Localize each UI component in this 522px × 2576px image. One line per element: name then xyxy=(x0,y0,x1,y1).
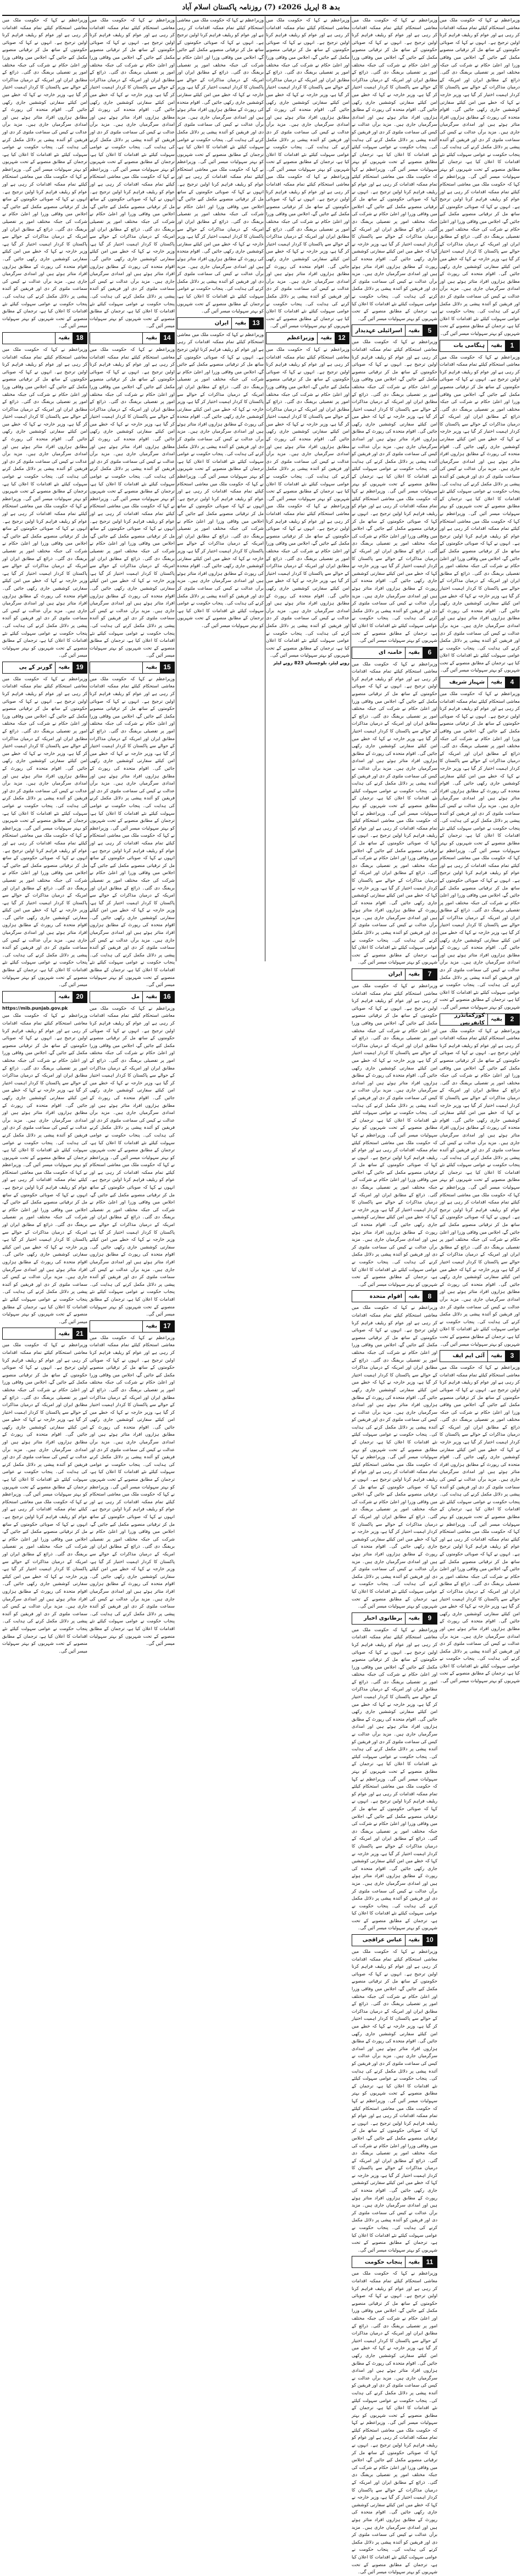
article-text: وزیراعظم نے کہا کہ حکومت ملک میں معاشی استحکام کیلئے تمام ممکنہ اقدامات کر رہی ہے اور عوام کو ریلیف فراہم کرنا اولین ترجیح ہے۔ انہوں نے کہا کہ صوبائی حکومتوں کے ساتھ مل کر ترقیاتی منصوبے مکمل کیے جائیں گے، اجلاس میں وفاقی وزرا اور اعلیٰ حکام نے شرکت کی جبکہ مختلف امور پر تفصیلی بریفنگ دی گئی۔ ذرائع کے مطابق ایران اور امریکہ کے درمیان مذاکرات کے حوالے سے پاکستان کا کردار اہمیت اختیار کر گیا ہے، وزیر خارجہ نے کہا کہ خطے میں امن کیلئے سفارتی کوششیں جاری رکھی جائیں گی۔ اقوام متحدہ کی رپورٹ کے مطابق ہزاروں افراد متاثر ہوئے ہیں اور امدادی سرگرمیاں جاری ہیں۔ مزید برآں عدالت نے کیس کی سماعت ملتوی کر دی اور فریقین کو آئندہ پیشی پر دلائل مکمل کرنے کی ہدایت کی۔ پنجاب حکومت نے عوامی سہولت کیلئے نئے اقدامات کا اعلان کیا ہے، ترجمان کے مطابق منصوبے کے تحت شہریوں کو بہتر سہولیات میسر آئیں گی۔ وزیراعظم نے کہا کہ حکومت ملک میں معاشی استحکام کیلئے تمام ممکنہ اقدامات کر رہی ہے اور عوام کو ریلیف فراہم کرنا اولین ترجیح ہے۔ انہوں نے کہا کہ صوبائی حکومتوں کے ساتھ مل کر ترقیاتی منصوبے مکمل کیے جائیں گے، اجلاس میں وفاقی وزرا اور اعلیٰ حکام نے شرکت کی جبکہ مختلف امور پر تفصیلی بریفنگ دی گئی۔ ذرائع کے مطابق ایران اور امریکہ کے درمیان مذاکرات کے حوالے سے پاکستان کا کردار اہمیت اختیار کر گیا ہے، وزیر خارجہ نے کہا کہ خطے میں امن کیلئے سفارتی کوششیں جاری رکھی جائیں گی۔ اقوام متحدہ کی رپورٹ کے مطابق ہزاروں افراد متاثر ہوئے ہیں اور امدادی سرگرمیاں جاری ہیں۔ مزید برآں عدالت نے کیس کی سماعت ملتوی کر دی اور فریقین کو آئندہ پیشی پر دلائل مکمل کرنے کی ہدایت کی۔ پنجاب حکومت نے عوامی سہولت کیلئے نئے اقدامات کا اعلان کیا ہے، ترجمان کے مطابق منصوبے کے تحت شہریوں کو بہتر سہولیات میسر آئیں گی۔ xyxy=(440,1027,520,1347)
continuation-title: عباس عراقچی xyxy=(362,1937,403,1944)
continuation-header xyxy=(440,340,520,352)
news-column-2 xyxy=(352,16,437,2575)
continuation-header xyxy=(440,676,520,688)
continuation-tag: بقیہ xyxy=(55,333,73,344)
continuation-tag: بقیہ xyxy=(487,1351,505,1362)
article-text: وزیراعظم نے کہا کہ حکومت ملک میں معاشی استحکام کیلئے تمام ممکنہ اقدامات کر رہی ہے اور عوام کو ریلیف فراہم کرنا اولین ترجیح ہے۔ انہوں نے کہا کہ صوبائی حکومتوں کے ساتھ مل کر ترقیاتی منصوبے مکمل کیے جائیں گے، اجلاس میں وفاقی وزرا اور اعلیٰ حکام نے شرکت کی جبکہ مختلف امور پر تفصیلی بریفنگ دی گئی۔ ذرائع کے مطابق ایران اور امریکہ کے درمیان مذاکرات کے حوالے سے پاکستان کا کردار اہمیت اختیار کر گیا ہے، وزیر خارجہ نے کہا کہ خطے میں امن کیلئے سفارتی کوششیں جاری رکھی جائیں گی۔ اقوام متحدہ کی رپورٹ کے مطابق ہزاروں افراد متاثر ہوئے ہیں اور امدادی سرگرمیاں جاری ہیں۔ مزید برآں عدالت نے کیس کی سماعت ملتوی کر دی اور فریقین کو آئندہ پیشی پر دلائل مکمل کرنے کی ہدایت کی۔ پنجاب حکومت نے عوامی سہولت کیلئے نئے اقدامات کا اعلان کیا ہے، ترجمان کے مطابق منصوبے کے تحت شہریوں کو بہتر سہولیات میسر آئیں گی۔ وزیراعظم نے کہا کہ حکومت ملک میں معاشی استحکام کیلئے تمام ممکنہ اقدامات کر رہی ہے اور عوام کو ریلیف فراہم کرنا اولین ترجیح ہے۔ انہوں نے کہا کہ صوبائی حکومتوں کے ساتھ مل کر ترقیاتی منصوبے مکمل کیے جائیں گے، اجلاس میں وفاقی وزرا اور اعلیٰ حکام نے شرکت کی جبکہ مختلف امور پر تفصیلی بریفنگ دی گئی۔ ذرائع کے مطابق ایران اور امریکہ کے درمیان مذاکرات کے حوالے سے پاکستان کا کردار اہمیت اختیار کر گیا ہے، وزیر خارجہ نے کہا کہ خطے میں امن کیلئے سفارتی کوششیں جاری رکھی جائیں گی۔ اقوام متحدہ کی رپورٹ کے مطابق ہزاروں افراد متاثر ہوئے ہیں اور امدادی سرگرمیاں جاری ہیں۔ مزید برآں عدالت نے کیس کی سماعت ملتوی کر دی اور فریقین کو آئندہ پیشی پر دلائل مکمل کرنے کی ہدایت کی۔ پنجاب حکومت نے عوامی سہولت کیلئے نئے اقدامات کا اعلان کیا ہے، ترجمان کے مطابق منصوبے کے تحت شہریوں کو بہتر سہولیات میسر آئیں گی۔ xyxy=(2,675,87,988)
news-column-1 xyxy=(440,16,520,1684)
article-text: وزیراعظم نے کہا کہ حکومت ملک میں معاشی استحکام کیلئے تمام ممکنہ اقدامات کر رہی ہے اور عوام کو ریلیف فراہم کرنا اولین ترجیح ہے۔ انہوں نے کہا کہ صوبائی حکومتوں کے ساتھ مل کر ترقیاتی منصوبے مکمل کیے جائیں گے، اجلاس میں وفاقی وزرا اور اعلیٰ حکام نے شرکت کی جبکہ مختلف امور پر تفصیلی بریفنگ دی گئی۔ ذرائع کے مطابق ایران اور امریکہ کے درمیان مذاکرات کے حوالے سے پاکستان کا کردار اہمیت اختیار کر گیا ہے، وزیر خارجہ نے کہا کہ خطے میں امن کیلئے سفارتی کوششیں جاری رکھی جائیں گی۔ اقوام متحدہ کی رپورٹ کے مطابق ہزاروں افراد متاثر ہوئے ہیں اور امدادی سرگرمیاں جاری ہیں۔ مزید برآں عدالت نے کیس کی سماعت ملتوی کر دی اور فریقین کو آئندہ پیشی پر دلائل مکمل کرنے کی ہدایت کی۔ پنجاب حکومت نے عوامی سہولت کیلئے نئے اقدامات کا اعلان کیا ہے، ترجمان کے مطابق منصوبے کے تحت شہریوں کو بہتر سہولیات میسر آئیں گی۔ وزیراعظم نے کہا کہ حکومت ملک میں معاشی استحکام کیلئے تمام ممکنہ اقدامات کر رہی ہے اور عوام کو ریلیف فراہم کرنا اولین ترجیح ہے۔ انہوں نے کہا کہ صوبائی حکومتوں کے ساتھ مل کر ترقیاتی منصوبے مکمل کیے جائیں گے، اجلاس میں وفاقی وزرا اور اعلیٰ حکام نے شرکت کی جبکہ مختلف امور پر تفصیلی بریفنگ دی گئی۔ ذرائع کے مطابق ایران اور امریکہ کے درمیان مذاکرات کے حوالے سے پاکستان کا کردار اہمیت اختیار کر گیا ہے، وزیر خارجہ نے کہا کہ خطے میں امن کیلئے سفارتی کوششیں جاری رکھی جائیں گی۔ اقوام متحدہ کی رپورٹ کے مطابق ہزاروں افراد متاثر ہوئے ہیں اور امدادی سرگرمیاں جاری ہیں۔ مزید برآں عدالت نے کیس کی سماعت ملتوی کر دی اور فریقین کو آئندہ پیشی پر دلائل مکمل کرنے کی ہدایت کی۔ پنجاب حکومت نے عوامی سہولت کیلئے نئے اقدامات کا اعلان کیا ہے، ترجمان کے مطابق منصوبے کے تحت شہریوں کو بہتر سہولیات میسر آئیں گی۔ xyxy=(90,675,175,988)
page-masthead: بدھ 8 اپریل 2026ء (7) روزنامہ پاکستان اسلام آباد xyxy=(182,3,340,12)
continuation-number: 7 xyxy=(423,969,437,980)
article-text: وزیراعظم نے کہا کہ حکومت ملک میں معاشی استحکام کیلئے تمام ممکنہ اقدامات کر رہی ہے اور عوام کو ریلیف فراہم کرنا اولین ترجیح ہے۔ انہوں نے کہا کہ صوبائی حکومتوں کے ساتھ مل کر ترقیاتی منصوبے مکمل کیے جائیں گے، اجلاس میں وفاقی وزرا اور اعلیٰ حکام نے شرکت کی جبکہ مختلف امور پر تفصیلی بریفنگ دی گئی۔ ذرائع کے مطابق ایران اور امریکہ کے درمیان مذاکرات کے حوالے سے پاکستان کا کردار اہمیت اختیار کر گیا ہے، وزیر خارجہ نے کہا کہ خطے میں امن کیلئے سفارتی کوششیں جاری رکھی جائیں گی۔ اقوام متحدہ کی رپورٹ کے مطابق ہزاروں افراد متاثر ہوئے ہیں اور امدادی سرگرمیاں جاری ہیں۔ مزید برآں عدالت نے کیس کی سماعت ملتوی کر دی اور فریقین کو آئندہ پیشی پر دلائل مکمل کرنے کی ہدایت کی۔ پنجاب حکومت نے عوامی سہولت کیلئے نئے اقدامات کا اعلان کیا ہے، ترجمان کے مطابق منصوبے کے تحت شہریوں کو بہتر سہولیات میسر آئیں گی۔ وزیراعظم نے کہا کہ حکومت ملک میں معاشی استحکام کیلئے تمام ممکنہ اقدامات کر رہی ہے اور عوام کو ریلیف فراہم کرنا اولین ترجیح ہے۔ انہوں نے کہا کہ صوبائی حکومتوں کے ساتھ مل کر ترقیاتی منصوبے مکمل کیے جائیں گے، اجلاس میں وفاقی وزرا اور اعلیٰ حکام نے شرکت کی جبکہ مختلف امور پر تفصیلی بریفنگ دی گئی۔ ذرائع کے مطابق ایران اور امریکہ کے درمیان مذاکرات کے حوالے سے پاکستان کا کردار اہمیت اختیار کر گیا ہے، وزیر خارجہ نے کہا کہ خطے میں امن کیلئے سفارتی کوششیں جاری رکھی جائیں گی۔ اقوام متحدہ کی رپورٹ کے مطابق ہزاروں افراد متاثر ہوئے ہیں اور امدادی سرگرمیاں جاری ہیں۔ مزید برآں عدالت نے کیس کی سماعت ملتوی کر دی اور فریقین کو آئندہ پیشی پر دلائل مکمل کرنے کی ہدایت کی۔ پنجاب حکومت نے عوامی سہولت کیلئے نئے اقدامات کا اعلان کیا ہے، ترجمان کے مطابق منصوبے کے تحت شہریوں کو بہتر سہولیات میسر آئیں گی۔ xyxy=(440,354,520,673)
article-text: وزیراعظم نے کہا کہ حکومت ملک میں معاشی استحکام کیلئے تمام ممکنہ اقدامات کر رہی ہے اور عوام کو ریلیف فراہم کرنا اولین ترجیح ہے۔ انہوں نے کہا کہ صوبائی حکومتوں کے ساتھ مل کر ترقیاتی منصوبے مکمل کیے جائیں گے، اجلاس میں وفاقی وزرا اور اعلیٰ حکام نے شرکت کی جبکہ مختلف امور پر تفصیلی بریفنگ دی گئی۔ ذرائع کے مطابق ایران اور امریکہ کے درمیان مذاکرات کے حوالے سے پاکستان کا کردار اہمیت اختیار کر گیا ہے، وزیر خارجہ نے کہا کہ خطے میں امن کیلئے سفارتی کوششیں جاری رکھی جائیں گی۔ اقوام متحدہ کی رپورٹ کے مطابق ہزاروں افراد متاثر ہوئے ہیں اور امدادی سرگرمیاں جاری ہیں۔ مزید برآں عدالت نے کیس کی سماعت ملتوی کر دی اور فریقین کو آئندہ پیشی پر دلائل مکمل کرنے کی ہدایت کی۔ پنجاب حکومت نے عوامی سہولت کیلئے نئے اقدامات کا اعلان کیا ہے، ترجمان کے مطابق منصوبے کے تحت شہریوں کو بہتر سہولیات میسر آئیں گی۔ وزیراعظم نے کہا کہ حکومت ملک میں معاشی استحکام کیلئے تمام ممکنہ اقدامات کر رہی ہے اور عوام کو ریلیف فراہم کرنا اولین ترجیح ہے۔ انہوں نے کہا کہ صوبائی حکومتوں کے ساتھ مل کر ترقیاتی منصوبے مکمل کیے جائیں گے، اجلاس میں وفاقی وزرا اور اعلیٰ حکام نے شرکت کی جبکہ مختلف امور پر تفصیلی بریفنگ دی گئی۔ ذرائع کے مطابق ایران اور امریکہ کے درمیان مذاکرات کے حوالے سے پاکستان کا کردار اہمیت اختیار کر گیا ہے، وزیر خارجہ نے کہا کہ خطے میں امن کیلئے سفارتی کوششیں جاری رکھی جائیں گی۔ اقوام متحدہ کی رپورٹ کے مطابق ہزاروں افراد متاثر ہوئے ہیں اور امدادی سرگرمیاں جاری ہیں۔ مزید برآں عدالت نے کیس کی سماعت ملتوی کر دی اور فریقین کو آئندہ پیشی پر دلائل مکمل کرنے کی ہدایت کی۔ پنجاب حکومت نے عوامی سہولت کیلئے نئے اقدامات کا اعلان کیا ہے، ترجمان کے مطابق منصوبے کے تحت شہریوں کو بہتر سہولیات میسر آئیں گی۔ xyxy=(177,17,264,314)
article-text: وزیراعظم نے کہا کہ حکومت ملک میں معاشی استحکام کیلئے تمام ممکنہ اقدامات کر رہی ہے اور عوام کو ریلیف فراہم کرنا اولین ترجیح ہے۔ انہوں نے کہا کہ صوبائی حکومتوں کے ساتھ مل کر ترقیاتی منصوبے مکمل کیے جائیں گے، اجلاس میں وفاقی وزرا اور اعلیٰ حکام نے شرکت کی جبکہ مختلف امور پر تفصیلی بریفنگ دی گئی۔ ذرائع کے مطابق ایران اور امریکہ کے درمیان مذاکرات کے حوالے سے پاکستان کا کردار اہمیت اختیار کر گیا ہے، وزیر خارجہ نے کہا کہ خطے میں امن کیلئے سفارتی کوششیں جاری رکھی جائیں گی۔ اقوام متحدہ کی رپورٹ کے مطابق ہزاروں افراد متاثر ہوئے ہیں اور امدادی سرگرمیاں جاری ہیں۔ مزید برآں عدالت نے کیس کی سماعت ملتوی کر دی اور فریقین کو آئندہ پیشی پر دلائل مکمل کرنے کی ہدایت کی۔ پنجاب حکومت نے عوامی سہولت کیلئے نئے اقدامات کا اعلان کیا ہے، ترجمان کے مطابق منصوبے کے تحت شہریوں کو بہتر سہولیات میسر آئیں گی۔ وزیراعظم نے کہا کہ حکومت ملک میں معاشی استحکام کیلئے تمام ممکنہ اقدامات کر رہی ہے اور عوام کو ریلیف فراہم کرنا اولین ترجیح ہے۔ انہوں نے کہا کہ صوبائی حکومتوں کے ساتھ مل کر ترقیاتی منصوبے مکمل کیے جائیں گے، اجلاس میں وفاقی وزرا اور اعلیٰ حکام نے شرکت کی جبکہ مختلف امور پر تفصیلی بریفنگ دی گئی۔ ذرائع کے مطابق ایران اور امریکہ کے درمیان مذاکرات کے حوالے سے پاکستان کا کردار اہمیت اختیار کر گیا ہے، وزیر خارجہ نے کہا کہ خطے میں امن کیلئے سفارتی کوششیں جاری رکھی جائیں گی۔ اقوام متحدہ کی رپورٹ کے مطابق ہزاروں افراد متاثر ہوئے ہیں اور امدادی سرگرمیاں جاری ہیں۔ مزید برآں عدالت نے کیس کی سماعت ملتوی کر دی اور فریقین کو آئندہ پیشی پر دلائل مکمل کرنے کی ہدایت کی۔ پنجاب حکومت نے عوامی سہولت کیلئے نئے اقدامات کا اعلان کیا ہے، ترجمان کے مطابق منصوبے کے تحت شہریوں کو بہتر سہولیات میسر آئیں گی۔ xyxy=(90,1005,175,1317)
continuation-title: مل xyxy=(131,994,140,1000)
continuation-header xyxy=(352,1934,437,1946)
continuation-title: ایران xyxy=(214,320,229,326)
continuation-number: 8 xyxy=(423,1291,437,1302)
continuation-number: 21 xyxy=(73,1328,87,1339)
article-text: وزیراعظم نے کہا کہ حکومت ملک میں معاشی استحکام کیلئے تمام ممکنہ اقدامات کر رہی ہے اور عوام کو ریلیف فراہم کرنا اولین ترجیح ہے۔ انہوں نے کہا کہ صوبائی حکومتوں کے ساتھ مل کر ترقیاتی منصوبے مکمل کیے جائیں گے، اجلاس میں وفاقی وزرا اور اعلیٰ حکام نے شرکت کی جبکہ مختلف امور پر تفصیلی بریفنگ دی گئی۔ ذرائع کے مطابق ایران اور امریکہ کے درمیان مذاکرات کے حوالے سے پاکستان کا کردار اہمیت اختیار کر گیا ہے، وزیر خارجہ نے کہا کہ خطے میں امن کیلئے سفارتی کوششیں جاری رکھی جائیں گی۔ اقوام متحدہ کی رپورٹ کے مطابق ہزاروں افراد متاثر ہوئے ہیں اور امدادی سرگرمیاں جاری ہیں۔ مزید برآں عدالت نے کیس کی سماعت ملتوی کر دی اور فریقین کو آئندہ پیشی پر دلائل مکمل کرنے کی ہدایت کی۔ پنجاب حکومت نے عوامی سہولت کیلئے نئے اقدامات کا اعلان کیا ہے، ترجمان کے مطابق منصوبے کے تحت شہریوں کو بہتر سہولیات میسر آئیں گی۔ وزیراعظم نے کہا کہ حکومت ملک میں معاشی استحکام کیلئے تمام ممکنہ اقدامات کر رہی ہے اور عوام کو ریلیف فراہم کرنا اولین ترجیح ہے۔ انہوں نے کہا کہ صوبائی حکومتوں کے ساتھ مل کر ترقیاتی منصوبے مکمل کیے جائیں گے، اجلاس میں وفاقی وزرا اور اعلیٰ حکام نے شرکت کی جبکہ مختلف امور پر تفصیلی بریفنگ دی گئی۔ ذرائع کے مطابق ایران اور امریکہ کے درمیان مذاکرات کے حوالے سے پاکستان کا کردار اہمیت اختیار کر گیا ہے، وزیر خارجہ نے کہا کہ خطے میں امن کیلئے سفارتی کوششیں جاری رکھی جائیں گی۔ اقوام متحدہ کی رپورٹ کے مطابق ہزاروں افراد متاثر ہوئے ہیں اور امدادی سرگرمیاں جاری ہیں۔ مزید برآں عدالت نے کیس کی سماعت ملتوی کر دی اور فریقین کو آئندہ پیشی پر دلائل مکمل کرنے کی ہدایت کی۔ پنجاب حکومت نے عوامی سہولت کیلئے نئے اقدامات کا اعلان کیا ہے، ترجمان کے مطابق منصوبے کے تحت شہریوں کو بہتر سہولیات میسر آئیں گی۔ xyxy=(90,17,175,329)
continuation-title: وزیراعظم xyxy=(287,335,315,341)
article-text: وزیراعظم نے کہا کہ حکومت ملک میں معاشی استحکام کیلئے تمام ممکنہ اقدامات کر رہی ہے اور عوام کو ریلیف فراہم کرنا اولین ترجیح ہے۔ انہوں نے کہا کہ صوبائی حکومتوں کے ساتھ مل کر ترقیاتی منصوبے مکمل کیے جائیں گے، اجلاس میں وفاقی وزرا اور اعلیٰ حکام نے شرکت کی جبکہ مختلف امور پر تفصیلی بریفنگ دی گئی۔ ذرائع کے مطابق ایران اور امریکہ کے درمیان مذاکرات کے حوالے سے پاکستان کا کردار اہمیت اختیار کر گیا ہے، وزیر خارجہ نے کہا کہ خطے میں امن کیلئے سفارتی کوششیں جاری رکھی جائیں گی۔ اقوام متحدہ کی رپورٹ کے مطابق ہزاروں افراد متاثر ہوئے ہیں اور امدادی سرگرمیاں جاری ہیں۔ مزید برآں عدالت نے کیس کی سماعت ملتوی کر دی اور فریقین کو آئندہ پیشی پر دلائل مکمل کرنے کی ہدایت کی۔ پنجاب حکومت نے عوامی سہولت کیلئے نئے اقدامات کا اعلان کیا ہے، ترجمان کے مطابق منصوبے کے تحت شہریوں کو بہتر سہولیات میسر آئیں گی۔ وزیراعظم نے کہا کہ حکومت ملک میں معاشی استحکام کیلئے تمام ممکنہ اقدامات کر رہی ہے اور عوام کو ریلیف فراہم کرنا اولین ترجیح ہے۔ انہوں نے کہا کہ صوبائی حکومتوں کے ساتھ مل کر ترقیاتی منصوبے مکمل کیے جائیں گے، اجلاس میں وفاقی وزرا اور اعلیٰ حکام نے شرکت کی جبکہ مختلف امور پر تفصیلی بریفنگ دی گئی۔ ذرائع کے مطابق ایران اور امریکہ کے درمیان مذاکرات کے حوالے سے پاکستان کا کردار اہمیت اختیار کر گیا ہے، وزیر خارجہ نے کہا کہ خطے میں امن کیلئے سفارتی کوششیں جاری رکھی جائیں گی۔ اقوام متحدہ کی رپورٹ کے مطابق ہزاروں افراد متاثر ہوئے ہیں اور امدادی سرگرمیاں جاری ہیں۔ مزید برآں عدالت نے کیس کی سماعت ملتوی کر دی اور فریقین کو آئندہ پیشی پر دلائل مکمل کرنے کی ہدایت کی۔ پنجاب حکومت نے عوامی سہولت کیلئے نئے اقدامات کا اعلان کیا ہے، ترجمان کے مطابق منصوبے کے تحت شہریوں کو بہتر سہولیات میسر آئیں گی۔ xyxy=(440,1364,520,1684)
continuation-header xyxy=(90,332,175,344)
column-divider xyxy=(438,16,439,961)
continuation-number: 17 xyxy=(160,1321,174,1332)
continuation-tag: بقیہ xyxy=(405,1613,423,1624)
continuation-tag: بقیہ xyxy=(405,1291,423,1302)
price-note: روپے لیٹر، بلوچستان 823 روپے لیٹر xyxy=(273,659,349,665)
article-text: وزیراعظم نے کہا کہ حکومت ملک میں معاشی استحکام کیلئے تمام ممکنہ اقدامات کر رہی ہے اور عوام کو ریلیف فراہم کرنا اولین ترجیح ہے۔ انہوں نے کہا کہ صوبائی حکومتوں کے ساتھ مل کر ترقیاتی منصوبے مکمل کیے جائیں گے، اجلاس میں وفاقی وزرا اور اعلیٰ حکام نے شرکت کی جبکہ مختلف امور پر تفصیلی بریفنگ دی گئی۔ ذرائع کے مطابق ایران اور امریکہ کے درمیان مذاکرات کے حوالے سے پاکستان کا کردار اہمیت اختیار کر گیا ہے، وزیر خارجہ نے کہا کہ خطے میں امن کیلئے سفارتی کوششیں جاری رکھی جائیں گی۔ اقوام متحدہ کی رپورٹ کے مطابق ہزاروں افراد متاثر ہوئے ہیں اور امدادی سرگرمیاں جاری ہیں۔ مزید برآں عدالت نے کیس کی سماعت ملتوی کر دی اور فریقین کو آئندہ پیشی پر دلائل مکمل کرنے کی ہدایت کی۔ پنجاب حکومت نے عوامی سہولت کیلئے نئے اقدامات کا اعلان کیا ہے، ترجمان کے مطابق منصوبے کے تحت شہریوں کو بہتر سہولیات میسر آئیں گی۔ وزیراعظم نے کہا کہ حکومت ملک میں معاشی استحکام کیلئے تمام ممکنہ اقدامات کر رہی ہے اور عوام کو ریلیف فراہم کرنا اولین ترجیح ہے۔ انہوں نے کہا کہ صوبائی حکومتوں کے ساتھ مل کر ترقیاتی منصوبے مکمل کیے جائیں گے، اجلاس میں وفاقی وزرا اور اعلیٰ حکام نے شرکت کی جبکہ مختلف امور پر تفصیلی بریفنگ دی گئی۔ ذرائع کے مطابق ایران اور امریکہ کے درمیان مذاکرات کے حوالے سے پاکستان کا کردار اہمیت اختیار کر گیا ہے، وزیر خارجہ نے کہا کہ خطے میں امن کیلئے سفارتی کوششیں جاری رکھی جائیں گی۔ اقوام متحدہ کی رپورٹ کے مطابق ہزاروں افراد متاثر ہوئے ہیں اور امدادی سرگرمیاں جاری ہیں۔ مزید برآں عدالت نے کیس کی سماعت ملتوی کر دی اور فریقین کو آئندہ پیشی پر دلائل مکمل کرنے کی ہدایت کی۔ پنجاب حکومت نے عوامی سہولت کیلئے نئے اقدامات کا اعلان کیا ہے، ترجمان کے مطابق منصوبے کے تحت شہریوں کو بہتر سہولیات میسر آئیں گی۔ xyxy=(177,331,264,628)
continuation-title xyxy=(3,1328,55,1339)
continuation-number: 5 xyxy=(423,325,437,336)
article-text: وزیراعظم نے کہا کہ حکومت ملک میں معاشی استحکام کیلئے تمام ممکنہ اقدامات کر رہی ہے اور عوام کو ریلیف فراہم کرنا اولین ترجیح ہے۔ انہوں نے کہا کہ صوبائی حکومتوں کے ساتھ مل کر ترقیاتی منصوبے مکمل کیے جائیں گے، اجلاس میں وفاقی وزرا اور اعلیٰ حکام نے شرکت کی جبکہ مختلف امور پر تفصیلی بریفنگ دی گئی۔ ذرائع کے مطابق ایران اور امریکہ کے درمیان مذاکرات کے حوالے سے پاکستان کا کردار اہمیت اختیار کر گیا ہے، وزیر خارجہ نے کہا کہ خطے میں امن کیلئے سفارتی کوششیں جاری رکھی جائیں گی۔ اقوام متحدہ کی رپورٹ کے مطابق ہزاروں افراد متاثر ہوئے ہیں اور امدادی سرگرمیاں جاری ہیں۔ مزید برآں عدالت نے کیس کی سماعت ملتوی کر دی اور فریقین کو آئندہ پیشی پر دلائل مکمل کرنے کی ہدایت کی۔ پنجاب حکومت نے عوامی سہولت کیلئے نئے اقدامات کا اعلان کیا ہے، ترجمان کے مطابق منصوبے کے تحت شہریوں کو بہتر سہولیات میسر آئیں گی۔ وزیراعظم نے کہا کہ حکومت ملک میں معاشی استحکام کیلئے تمام ممکنہ اقدامات کر رہی ہے اور عوام کو ریلیف فراہم کرنا اولین ترجیح ہے۔ انہوں نے کہا کہ صوبائی حکومتوں کے ساتھ مل کر ترقیاتی منصوبے مکمل کیے جائیں گے، اجلاس میں وفاقی وزرا اور اعلیٰ حکام نے شرکت کی جبکہ مختلف امور پر تفصیلی بریفنگ دی گئی۔ ذرائع کے مطابق ایران اور امریکہ کے درمیان مذاکرات کے حوالے سے پاکستان کا کردار اہمیت اختیار کر گیا ہے، وزیر خارجہ نے کہا کہ خطے میں امن کیلئے سفارتی کوششیں جاری رکھی جائیں گی۔ اقوام متحدہ کی رپورٹ کے مطابق ہزاروں افراد متاثر ہوئے ہیں اور امدادی سرگرمیاں جاری ہیں۔ مزید برآں عدالت نے کیس کی سماعت ملتوی کر دی اور فریقین کو آئندہ پیشی پر دلائل مکمل کرنے کی ہدایت کی۔ پنجاب حکومت نے عوامی سہولت کیلئے نئے اقدامات کا اعلان کیا ہے، ترجمان کے مطابق منصوبے کے تحت شہریوں کو بہتر سہولیات میسر آئیں گی۔ xyxy=(352,1304,437,1609)
continuation-number: 1 xyxy=(505,340,519,351)
continuation-title: گورنر کے پی xyxy=(19,664,53,671)
article-text: وزیراعظم نے کہا کہ حکومت ملک میں معاشی استحکام کیلئے تمام ممکنہ اقدامات کر رہی ہے اور عوام کو ریلیف فراہم کرنا اولین ترجیح ہے۔ انہوں نے کہا کہ صوبائی حکومتوں کے ساتھ مل کر ترقیاتی منصوبے مکمل کیے جائیں گے، اجلاس میں وفاقی وزرا اور اعلیٰ حکام نے شرکت کی جبکہ مختلف امور پر تفصیلی بریفنگ دی گئی۔ ذرائع کے مطابق ایران اور امریکہ کے درمیان مذاکرات کے حوالے سے پاکستان کا کردار اہمیت اختیار کر گیا ہے، وزیر خارجہ نے کہا کہ خطے میں امن کیلئے سفارتی کوششیں جاری رکھی جائیں گی۔ اقوام متحدہ کی رپورٹ کے مطابق ہزاروں افراد متاثر ہوئے ہیں اور امدادی سرگرمیاں جاری ہیں۔ مزید برآں عدالت نے کیس کی سماعت ملتوی کر دی اور فریقین کو آئندہ پیشی پر دلائل مکمل کرنے کی ہدایت کی۔ پنجاب حکومت نے عوامی سہولت کیلئے نئے اقدامات کا اعلان کیا ہے، ترجمان کے مطابق منصوبے کے تحت شہریوں کو بہتر سہولیات میسر آئیں گی۔ وزیراعظم نے کہا کہ حکومت ملک میں معاشی استحکام کیلئے تمام ممکنہ اقدامات کر رہی ہے اور عوام کو ریلیف فراہم کرنا اولین ترجیح ہے۔ انہوں نے کہا کہ صوبائی حکومتوں کے ساتھ مل کر ترقیاتی منصوبے مکمل کیے جائیں گے، اجلاس میں وفاقی وزرا اور اعلیٰ حکام نے شرکت کی جبکہ مختلف امور پر تفصیلی بریفنگ دی گئی۔ ذرائع کے مطابق ایران اور امریکہ کے درمیان مذاکرات کے حوالے سے پاکستان کا کردار اہمیت اختیار کر گیا ہے، وزیر خارجہ نے کہا کہ خطے میں امن کیلئے سفارتی کوششیں جاری رکھی جائیں گی۔ اقوام متحدہ کی رپورٹ کے مطابق ہزاروں افراد متاثر ہوئے ہیں اور امدادی سرگرمیاں جاری ہیں۔ مزید برآں عدالت نے کیس کی سماعت ملتوی کر دی اور فریقین کو آئندہ پیشی پر دلائل مکمل کرنے کی ہدایت کی۔ پنجاب حکومت نے عوامی سہولت کیلئے نئے اقدامات کا اعلان کیا ہے، ترجمان کے مطابق منصوبے کے تحت شہریوں کو بہتر سہولیات میسر آئیں گی۔ xyxy=(90,346,175,658)
article-text: وزیراعظم نے کہا کہ حکومت ملک میں معاشی استحکام کیلئے تمام ممکنہ اقدامات کر رہی ہے اور عوام کو ریلیف فراہم کرنا اولین ترجیح ہے۔ انہوں نے کہا کہ صوبائی حکومتوں کے ساتھ مل کر ترقیاتی منصوبے مکمل کیے جائیں گے، اجلاس میں وفاقی وزرا اور اعلیٰ حکام نے شرکت کی جبکہ مختلف امور پر تفصیلی بریفنگ دی گئی۔ ذرائع کے مطابق ایران اور امریکہ کے درمیان مذاکرات کے حوالے سے پاکستان کا کردار اہمیت اختیار کر گیا ہے، وزیر خارجہ نے کہا کہ خطے میں امن کیلئے سفارتی کوششیں جاری رکھی جائیں گی۔ اقوام متحدہ کی رپورٹ کے مطابق ہزاروں افراد متاثر ہوئے ہیں اور امدادی سرگرمیاں جاری ہیں۔ مزید برآں عدالت نے کیس کی سماعت ملتوی کر دی اور فریقین کو آئندہ پیشی پر دلائل مکمل کرنے کی ہدایت کی۔ پنجاب حکومت نے عوامی سہولت کیلئے نئے اقدامات کا اعلان کیا ہے، ترجمان کے مطابق منصوبے کے تحت شہریوں کو بہتر سہولیات میسر آئیں گی۔ وزیراعظم نے کہا کہ حکومت ملک میں معاشی استحکام کیلئے تمام ممکنہ اقدامات کر رہی ہے اور عوام کو ریلیف فراہم کرنا اولین ترجیح ہے۔ انہوں نے کہا کہ صوبائی حکومتوں کے ساتھ مل کر ترقیاتی منصوبے مکمل کیے جائیں گے، اجلاس میں وفاقی وزرا اور اعلیٰ حکام نے شرکت کی جبکہ مختلف امور پر تفصیلی بریفنگ دی گئی۔ ذرائع کے مطابق ایران اور امریکہ کے درمیان مذاکرات کے حوالے سے پاکستان کا کردار اہمیت اختیار کر گیا ہے، وزیر خارجہ نے کہا کہ خطے میں امن کیلئے سفارتی کوششیں جاری رکھی جائیں گی۔ اقوام متحدہ کی رپورٹ کے مطابق ہزاروں افراد متاثر ہوئے ہیں اور امدادی سرگرمیاں جاری ہیں۔ مزید برآں عدالت نے کیس کی سماعت ملتوی کر دی اور فریقین کو آئندہ پیشی پر دلائل مکمل کرنے کی ہدایت کی۔ پنجاب حکومت نے عوامی سہولت کیلئے نئے اقدامات کا اعلان کیا ہے، ترجمان کے مطابق منصوبے کے تحت شہریوں کو بہتر سہولیات میسر آئیں گی۔ xyxy=(90,1334,175,1647)
continuation-number: 20 xyxy=(73,992,87,1003)
continuation-tag: بقیہ xyxy=(317,333,335,344)
continuation-title xyxy=(3,992,55,1003)
continuation-header xyxy=(177,317,264,329)
article-text: وزیراعظم نے کہا کہ حکومت ملک میں معاشی استحکام کیلئے تمام ممکنہ اقدامات کر رہی ہے اور عوام کو ریلیف فراہم کرنا اولین ترجیح ہے۔ انہوں نے کہا کہ صوبائی حکومتوں کے ساتھ مل کر ترقیاتی منصوبے مکمل کیے جائیں گے، اجلاس میں وفاقی وزرا اور اعلیٰ حکام نے شرکت کی جبکہ مختلف امور پر تفصیلی بریفنگ دی گئی۔ ذرائع کے مطابق ایران اور امریکہ کے درمیان مذاکرات کے حوالے سے پاکستان کا کردار اہمیت اختیار کر گیا ہے، وزیر خارجہ نے کہا کہ خطے میں امن کیلئے سفارتی کوششیں جاری رکھی جائیں گی۔ اقوام متحدہ کی رپورٹ کے مطابق ہزاروں افراد متاثر ہوئے ہیں اور امدادی سرگرمیاں جاری ہیں۔ مزید برآں عدالت نے کیس کی سماعت ملتوی کر دی اور فریقین کو آئندہ پیشی پر دلائل مکمل کرنے کی ہدایت کی۔ پنجاب حکومت نے عوامی سہولت کیلئے نئے اقدامات کا اعلان کیا ہے، ترجمان کے مطابق منصوبے کے تحت شہریوں کو بہتر سہولیات میسر آئیں گی۔ وزیراعظم نے کہا کہ حکومت ملک میں معاشی استحکام کیلئے تمام ممکنہ اقدامات کر رہی ہے اور عوام کو ریلیف فراہم کرنا اولین ترجیح ہے۔ انہوں نے کہا کہ صوبائی حکومتوں کے ساتھ مل کر ترقیاتی منصوبے مکمل کیے جائیں گے، اجلاس میں وفاقی وزرا اور اعلیٰ حکام نے شرکت کی جبکہ مختلف امور پر تفصیلی بریفنگ دی گئی۔ ذرائع کے مطابق ایران اور امریکہ کے درمیان مذاکرات کے حوالے سے پاکستان کا کردار اہمیت اختیار کر گیا ہے، وزیر خارجہ نے کہا کہ خطے میں امن کیلئے سفارتی کوششیں جاری رکھی جائیں گی۔ اقوام متحدہ کی رپورٹ کے مطابق ہزاروں افراد متاثر ہوئے ہیں اور امدادی سرگرمیاں جاری ہیں۔ مزید برآں عدالت نے کیس کی سماعت ملتوی کر دی اور فریقین کو آئندہ پیشی پر دلائل مکمل کرنے کی ہدایت کی۔ پنجاب حکومت نے عوامی سہولت کیلئے نئے اقدامات کا اعلان کیا ہے، ترجمان کے مطابق منصوبے کے تحت شہریوں کو بہتر سہولیات میسر آئیں گی۔ xyxy=(352,660,437,965)
continuation-title xyxy=(90,333,142,344)
article-text: وزیراعظم نے کہا کہ حکومت ملک میں معاشی استحکام کیلئے تمام ممکنہ اقدامات کر رہی ہے اور عوام کو ریلیف فراہم کرنا اولین ترجیح ہے۔ انہوں نے کہا کہ صوبائی حکومتوں کے ساتھ مل کر ترقیاتی منصوبے مکمل کیے جائیں گے، اجلاس میں وفاقی وزرا اور اعلیٰ حکام نے شرکت کی جبکہ مختلف امور پر تفصیلی بریفنگ دی گئی۔ ذرائع کے مطابق ایران اور امریکہ کے درمیان مذاکرات کے حوالے سے پاکستان کا کردار اہمیت اختیار کر گیا ہے، وزیر خارجہ نے کہا کہ خطے میں امن کیلئے سفارتی کوششیں جاری رکھی جائیں گی۔ اقوام متحدہ کی رپورٹ کے مطابق ہزاروں افراد متاثر ہوئے ہیں اور امدادی سرگرمیاں جاری ہیں۔ مزید برآں عدالت نے کیس کی سماعت ملتوی کر دی اور فریقین کو آئندہ پیشی پر دلائل مکمل کرنے کی ہدایت کی۔ پنجاب حکومت نے عوامی سہولت کیلئے نئے اقدامات کا اعلان کیا ہے، ترجمان کے مطابق منصوبے کے تحت شہریوں کو بہتر سہولیات میسر آئیں گی۔ وزیراعظم نے کہا کہ حکومت ملک میں معاشی استحکام کیلئے تمام ممکنہ اقدامات کر رہی ہے اور عوام کو ریلیف فراہم کرنا اولین ترجیح ہے۔ انہوں نے کہا کہ صوبائی حکومتوں کے ساتھ مل کر ترقیاتی منصوبے مکمل کیے جائیں گے، اجلاس میں وفاقی وزرا اور اعلیٰ حکام نے شرکت کی جبکہ مختلف امور پر تفصیلی بریفنگ دی گئی۔ ذرائع کے مطابق ایران اور امریکہ کے درمیان مذاکرات کے حوالے سے پاکستان کا کردار اہمیت اختیار کر گیا ہے، وزیر خارجہ نے کہا کہ خطے میں امن کیلئے سفارتی کوششیں جاری رکھی جائیں گی۔ اقوام متحدہ کی رپورٹ کے مطابق ہزاروں افراد متاثر ہوئے ہیں اور امدادی سرگرمیاں جاری ہیں۔ مزید برآں عدالت نے کیس کی سماعت ملتوی کر دی اور فریقین کو آئندہ پیشی پر دلائل مکمل کرنے کی ہدایت کی۔ پنجاب حکومت نے عوامی سہولت کیلئے نئے اقدامات کا اعلان کیا ہے، ترجمان کے مطابق منصوبے کے تحت شہریوں کو بہتر سہولیات میسر آئیں گی۔ xyxy=(352,1626,437,1931)
continuation-header xyxy=(2,1328,87,1340)
continuation-number: 2 xyxy=(505,1014,519,1025)
continuation-header xyxy=(2,332,87,344)
news-column-4 xyxy=(177,16,264,961)
masthead-rule xyxy=(2,15,520,16)
continuation-tag: بقیہ xyxy=(487,1014,505,1025)
continuation-number: 18 xyxy=(73,333,87,344)
continuation-tag: بقیہ xyxy=(487,340,505,351)
continuation-number: 10 xyxy=(423,1935,437,1946)
article-text: وزیراعظم نے کہا کہ حکومت ملک میں معاشی استحکام کیلئے تمام ممکنہ اقدامات کر رہی ہے اور عوام کو ریلیف فراہم کرنا اولین ترجیح ہے۔ انہوں نے کہا کہ صوبائی حکومتوں کے ساتھ مل کر ترقیاتی منصوبے مکمل کیے جائیں گے، اجلاس میں وفاقی وزرا اور اعلیٰ حکام نے شرکت کی جبکہ مختلف امور پر تفصیلی بریفنگ دی گئی۔ ذرائع کے مطابق ایران اور امریکہ کے درمیان مذاکرات کے حوالے سے پاکستان کا کردار اہمیت اختیار کر گیا ہے، وزیر خارجہ نے کہا کہ خطے میں امن کیلئے سفارتی کوششیں جاری رکھی جائیں گی۔ اقوام متحدہ کی رپورٹ کے مطابق ہزاروں افراد متاثر ہوئے ہیں اور امدادی سرگرمیاں جاری ہیں۔ مزید برآں عدالت نے کیس کی سماعت ملتوی کر دی اور فریقین کو آئندہ پیشی پر دلائل مکمل کرنے کی ہدایت کی۔ پنجاب حکومت نے عوامی سہولت کیلئے نئے اقدامات کا اعلان کیا ہے، ترجمان کے مطابق منصوبے کے تحت شہریوں کو بہتر سہولیات میسر آئیں گی۔ وزیراعظم نے کہا کہ حکومت ملک میں معاشی استحکام کیلئے تمام ممکنہ اقدامات کر رہی ہے اور عوام کو ریلیف فراہم کرنا اولین ترجیح ہے۔ انہوں نے کہا کہ صوبائی حکومتوں کے ساتھ مل کر ترقیاتی منصوبے مکمل کیے جائیں گے، اجلاس میں وفاقی وزرا اور اعلیٰ حکام نے شرکت کی جبکہ مختلف امور پر تفصیلی بریفنگ دی گئی۔ ذرائع کے مطابق ایران اور امریکہ کے درمیان مذاکرات کے حوالے سے پاکستان کا کردار اہمیت اختیار کر گیا ہے، وزیر خارجہ نے کہا کہ خطے میں امن کیلئے سفارتی کوششیں جاری رکھی جائیں گی۔ اقوام متحدہ کی رپورٹ کے مطابق ہزاروں افراد متاثر ہوئے ہیں اور امدادی سرگرمیاں جاری ہیں۔ مزید برآں عدالت نے کیس کی سماعت ملتوی کر دی اور فریقین کو آئندہ پیشی پر دلائل مکمل کرنے کی ہدایت کی۔ پنجاب حکومت نے عوامی سہولت کیلئے نئے اقدامات کا اعلان کیا ہے، ترجمان کے مطابق منصوبے کے تحت شہریوں کو بہتر سہولیات میسر آئیں گی۔ xyxy=(2,346,87,658)
continuation-tag: بقیہ xyxy=(55,1328,73,1339)
article-text: وزیراعظم نے کہا کہ حکومت ملک میں معاشی استحکام کیلئے تمام ممکنہ اقدامات کر رہی ہے اور عوام کو ریلیف فراہم کرنا اولین ترجیح ہے۔ انہوں نے کہا کہ صوبائی حکومتوں کے ساتھ مل کر ترقیاتی منصوبے مکمل کیے جائیں گے، اجلاس میں وفاقی وزرا اور اعلیٰ حکام نے شرکت کی جبکہ مختلف امور پر تفصیلی بریفنگ دی گئی۔ ذرائع کے مطابق ایران اور امریکہ کے درمیان مذاکرات کے حوالے سے پاکستان کا کردار اہمیت اختیار کر گیا ہے، وزیر خارجہ نے کہا کہ خطے میں امن کیلئے سفارتی کوششیں جاری رکھی جائیں گی۔ اقوام متحدہ کی رپورٹ کے مطابق ہزاروں افراد متاثر ہوئے ہیں اور امدادی سرگرمیاں جاری ہیں۔ مزید برآں عدالت نے کیس کی سماعت ملتوی کر دی اور فریقین کو آئندہ پیشی پر دلائل مکمل کرنے کی ہدایت کی۔ پنجاب حکومت نے عوامی سہولت کیلئے نئے اقدامات کا اعلان کیا ہے، ترجمان کے مطابق منصوبے کے تحت شہریوں کو بہتر سہولیات میسر آئیں گی۔ وزیراعظم نے کہا کہ حکومت ملک میں معاشی استحکام کیلئے تمام ممکنہ اقدامات کر رہی ہے اور عوام کو ریلیف فراہم کرنا اولین ترجیح ہے۔ انہوں نے کہا کہ صوبائی حکومتوں کے ساتھ مل کر ترقیاتی منصوبے مکمل کیے جائیں گے، اجلاس میں وفاقی وزرا اور اعلیٰ حکام نے شرکت کی جبکہ مختلف امور پر تفصیلی بریفنگ دی گئی۔ ذرائع کے مطابق ایران اور امریکہ کے درمیان مذاکرات کے حوالے سے پاکستان کا کردار اہمیت اختیار کر گیا ہے، وزیر خارجہ نے کہا کہ خطے میں امن کیلئے سفارتی کوششیں جاری رکھی جائیں گی۔ اقوام متحدہ کی رپورٹ کے مطابق ہزاروں افراد متاثر ہوئے ہیں اور امدادی سرگرمیاں جاری ہیں۔ مزید برآں عدالت نے کیس کی سماعت ملتوی کر دی اور فریقین کو آئندہ پیشی پر دلائل مکمل کرنے کی ہدایت کی۔ پنجاب حکومت نے عوامی سہولت کیلئے نئے اقدامات کا اعلان کیا ہے، ترجمان کے مطابق منصوبے کے تحت شہریوں کو بہتر سہولیات میسر آئیں گی۔ xyxy=(266,17,349,329)
continuation-header xyxy=(352,1612,437,1625)
continuation-number: 15 xyxy=(160,662,174,673)
article-text: وزیراعظم نے کہا کہ حکومت ملک میں معاشی استحکام کیلئے تمام ممکنہ اقدامات کر رہی ہے اور عوام کو ریلیف فراہم کرنا اولین ترجیح ہے۔ انہوں نے کہا کہ صوبائی حکومتوں کے ساتھ مل کر ترقیاتی منصوبے مکمل کیے جائیں گے، اجلاس میں وفاقی وزرا اور اعلیٰ حکام نے شرکت کی جبکہ مختلف امور پر تفصیلی بریفنگ دی گئی۔ ذرائع کے مطابق ایران اور امریکہ کے درمیان مذاکرات کے حوالے سے پاکستان کا کردار اہمیت اختیار کر گیا ہے، وزیر خارجہ نے کہا کہ خطے میں امن کیلئے سفارتی کوششیں جاری رکھی جائیں گی۔ اقوام متحدہ کی رپورٹ کے مطابق ہزاروں افراد متاثر ہوئے ہیں اور امدادی سرگرمیاں جاری ہیں۔ مزید برآں عدالت نے کیس کی سماعت ملتوی کر دی اور فریقین کو آئندہ پیشی پر دلائل مکمل کرنے کی ہدایت کی۔ پنجاب حکومت نے عوامی سہولت کیلئے نئے اقدامات کا اعلان کیا ہے، ترجمان کے مطابق منصوبے کے تحت شہریوں کو بہتر سہولیات میسر آئیں گی۔ وزیراعظم نے کہا کہ حکومت ملک میں معاشی استحکام کیلئے تمام ممکنہ اقدامات کر رہی ہے اور عوام کو ریلیف فراہم کرنا اولین ترجیح ہے۔ انہوں نے کہا کہ صوبائی حکومتوں کے ساتھ مل کر ترقیاتی منصوبے مکمل کیے جائیں گے، اجلاس میں وفاقی وزرا اور اعلیٰ حکام نے شرکت کی جبکہ مختلف امور پر تفصیلی بریفنگ دی گئی۔ ذرائع کے مطابق ایران اور امریکہ کے درمیان مذاکرات کے حوالے سے پاکستان کا کردار اہمیت اختیار کر گیا ہے، وزیر خارجہ نے کہا کہ خطے میں امن کیلئے سفارتی کوششیں جاری رکھی جائیں گی۔ اقوام متحدہ کی رپورٹ کے مطابق ہزاروں افراد متاثر ہوئے ہیں اور امدادی سرگرمیاں جاری ہیں۔ مزید برآں عدالت نے کیس کی سماعت ملتوی کر دی اور فریقین کو آئندہ پیشی پر دلائل مکمل کرنے کی ہدایت کی۔ پنجاب حکومت نے عوامی سہولت کیلئے نئے اقدامات کا اعلان کیا ہے، ترجمان کے مطابق منصوبے کے تحت شہریوں کو بہتر سہولیات میسر آئیں گی۔ xyxy=(440,691,520,1010)
continuation-number: 13 xyxy=(249,318,263,329)
continuation-number: 3 xyxy=(505,1351,519,1362)
continuation-header xyxy=(352,647,437,659)
continuation-header xyxy=(352,2256,437,2268)
continuation-number: 4 xyxy=(505,677,519,688)
continuation-title: کورکمانڈرز کانفرنس xyxy=(454,1012,485,1026)
continuation-tag: بقیہ xyxy=(405,2256,423,2267)
continuation-tag: بقیہ xyxy=(405,1935,423,1946)
article-text: وزیراعظم نے کہا کہ حکومت ملک میں معاشی استحکام کیلئے تمام ممکنہ اقدامات کر رہی ہے اور عوام کو ریلیف فراہم کرنا اولین ترجیح ہے۔ انہوں نے کہا کہ صوبائی حکومتوں کے ساتھ مل کر ترقیاتی منصوبے مکمل کیے جائیں گے، اجلاس میں وفاقی وزرا اور اعلیٰ حکام نے شرکت کی جبکہ مختلف امور پر تفصیلی بریفنگ دی گئی۔ ذرائع کے مطابق ایران اور امریکہ کے درمیان مذاکرات کے حوالے سے پاکستان کا کردار اہمیت اختیار کر گیا ہے، وزیر خارجہ نے کہا کہ خطے میں امن کیلئے سفارتی کوششیں جاری رکھی جائیں گی۔ اقوام متحدہ کی رپورٹ کے مطابق ہزاروں افراد متاثر ہوئے ہیں اور امدادی سرگرمیاں جاری ہیں۔ مزید برآں عدالت نے کیس کی سماعت ملتوی کر دی اور فریقین کو آئندہ پیشی پر دلائل مکمل کرنے کی ہدایت کی۔ پنجاب حکومت نے عوامی سہولت کیلئے نئے اقدامات کا اعلان کیا ہے، ترجمان کے مطابق منصوبے کے تحت شہریوں کو بہتر سہولیات میسر آئیں گی۔ وزیراعظم نے کہا کہ حکومت ملک میں معاشی استحکام کیلئے تمام ممکنہ اقدامات کر رہی ہے اور عوام کو ریلیف فراہم کرنا اولین ترجیح ہے۔ انہوں نے کہا کہ صوبائی حکومتوں کے ساتھ مل کر ترقیاتی منصوبے مکمل کیے جائیں گے، اجلاس میں وفاقی وزرا اور اعلیٰ حکام نے شرکت کی جبکہ مختلف امور پر تفصیلی بریفنگ دی گئی۔ ذرائع کے مطابق ایران اور امریکہ کے درمیان مذاکرات کے حوالے سے پاکستان کا کردار اہمیت اختیار کر گیا ہے، وزیر خارجہ نے کہا کہ خطے میں امن کیلئے سفارتی کوششیں جاری رکھی جائیں گی۔ اقوام متحدہ کی رپورٹ کے مطابق ہزاروں افراد متاثر ہوئے ہیں اور امدادی سرگرمیاں جاری ہیں۔ مزید برآں عدالت نے کیس کی سماعت ملتوی کر دی اور فریقین کو آئندہ پیشی پر دلائل مکمل کرنے کی ہدایت کی۔ پنجاب حکومت نے عوامی سہولت کیلئے نئے اقدامات کا اعلان کیا ہے، ترجمان کے مطابق منصوبے کے تحت شہریوں کو بہتر سہولیات میسر آئیں گی۔ xyxy=(352,1948,437,2253)
continuation-number: 12 xyxy=(335,333,349,344)
continuation-number: 16 xyxy=(160,992,174,1003)
article-text: وزیراعظم نے کہا کہ حکومت ملک میں معاشی استحکام کیلئے تمام ممکنہ اقدامات کر رہی ہے اور عوام کو ریلیف فراہم کرنا اولین ترجیح ہے۔ انہوں نے کہا کہ صوبائی حکومتوں کے ساتھ مل کر ترقیاتی منصوبے مکمل کیے جائیں گے، اجلاس میں وفاقی وزرا اور اعلیٰ حکام نے شرکت کی جبکہ مختلف امور پر تفصیلی بریفنگ دی گئی۔ ذرائع کے مطابق ایران اور امریکہ کے درمیان مذاکرات کے حوالے سے پاکستان کا کردار اہمیت اختیار کر گیا ہے، وزیر خارجہ نے کہا کہ خطے میں امن کیلئے سفارتی کوششیں جاری رکھی جائیں گی۔ اقوام متحدہ کی رپورٹ کے مطابق ہزاروں افراد متاثر ہوئے ہیں اور امدادی سرگرمیاں جاری ہیں۔ مزید برآں عدالت نے کیس کی سماعت ملتوی کر دی اور فریقین کو آئندہ پیشی پر دلائل مکمل کرنے کی ہدایت کی۔ پنجاب حکومت نے عوامی سہولت کیلئے نئے اقدامات کا اعلان کیا ہے، ترجمان کے مطابق منصوبے کے تحت شہریوں کو بہتر سہولیات میسر آئیں گی۔ وزیراعظم نے کہا کہ حکومت ملک میں معاشی استحکام کیلئے تمام ممکنہ اقدامات کر رہی ہے اور عوام کو ریلیف فراہم کرنا اولین ترجیح ہے۔ انہوں نے کہا کہ صوبائی حکومتوں کے ساتھ مل کر ترقیاتی منصوبے مکمل کیے جائیں گے، اجلاس میں وفاقی وزرا اور اعلیٰ حکام نے شرکت کی جبکہ مختلف امور پر تفصیلی بریفنگ دی گئی۔ ذرائع کے مطابق ایران اور امریکہ کے درمیان مذاکرات کے حوالے سے پاکستان کا کردار اہمیت اختیار کر گیا ہے، وزیر خارجہ نے کہا کہ خطے میں امن کیلئے سفارتی کوششیں جاری رکھی جائیں گی۔ اقوام متحدہ کی رپورٹ کے مطابق ہزاروں افراد متاثر ہوئے ہیں اور امدادی سرگرمیاں جاری ہیں۔ مزید برآں عدالت نے کیس کی سماعت ملتوی کر دی اور فریقین کو آئندہ پیشی پر دلائل مکمل کرنے کی ہدایت کی۔ پنجاب حکومت نے عوامی سہولت کیلئے نئے اقدامات کا اعلان کیا ہے، ترجمان کے مطابق منصوبے کے تحت شہریوں کو بہتر سہولیات میسر آئیں گی۔ xyxy=(352,17,437,321)
article-text: وزیراعظم نے کہا کہ حکومت ملک میں معاشی استحکام کیلئے تمام ممکنہ اقدامات کر رہی ہے اور عوام کو ریلیف فراہم کرنا اولین ترجیح ہے۔ انہوں نے کہا کہ صوبائی حکومتوں کے ساتھ مل کر ترقیاتی منصوبے مکمل کیے جائیں گے، اجلاس میں وفاقی وزرا اور اعلیٰ حکام نے شرکت کی جبکہ مختلف امور پر تفصیلی بریفنگ دی گئی۔ ذرائع کے مطابق ایران اور امریکہ کے درمیان مذاکرات کے حوالے سے پاکستان کا کردار اہمیت اختیار کر گیا ہے، وزیر خارجہ نے کہا کہ خطے میں امن کیلئے سفارتی کوششیں جاری رکھی جائیں گی۔ اقوام متحدہ کی رپورٹ کے مطابق ہزاروں افراد متاثر ہوئے ہیں اور امدادی سرگرمیاں جاری ہیں۔ مزید برآں عدالت نے کیس کی سماعت ملتوی کر دی اور فریقین کو آئندہ پیشی پر دلائل مکمل کرنے کی ہدایت کی۔ پنجاب حکومت نے عوامی سہولت کیلئے نئے اقدامات کا اعلان کیا ہے، ترجمان کے مطابق منصوبے کے تحت شہریوں کو بہتر سہولیات میسر آئیں گی۔ وزیراعظم نے کہا کہ حکومت ملک میں معاشی استحکام کیلئے تمام ممکنہ اقدامات کر رہی ہے اور عوام کو ریلیف فراہم کرنا اولین ترجیح ہے۔ انہوں نے کہا کہ صوبائی حکومتوں کے ساتھ مل کر ترقیاتی منصوبے مکمل کیے جائیں گے، اجلاس میں وفاقی وزرا اور اعلیٰ حکام نے شرکت کی جبکہ مختلف امور پر تفصیلی بریفنگ دی گئی۔ ذرائع کے مطابق ایران اور امریکہ کے درمیان مذاکرات کے حوالے سے پاکستان کا کردار اہمیت اختیار کر گیا ہے، وزیر خارجہ نے کہا کہ خطے میں امن کیلئے سفارتی کوششیں جاری رکھی جائیں گی۔ اقوام متحدہ کی رپورٹ کے مطابق ہزاروں افراد متاثر ہوئے ہیں اور امدادی سرگرمیاں جاری ہیں۔ مزید برآں عدالت نے کیس کی سماعت ملتوی کر دی اور فریقین کو آئندہ پیشی پر دلائل مکمل کرنے کی ہدایت کی۔ پنجاب حکومت نے عوامی سہولت کیلئے نئے اقدامات کا اعلان کیا ہے، ترجمان کے مطابق منصوبے کے تحت شہریوں کو بہتر سہولیات میسر آئیں گی۔ xyxy=(2,1342,87,1654)
continuation-tag: بقیہ xyxy=(405,969,423,980)
continuation-number: 9 xyxy=(423,1613,437,1624)
continuation-title xyxy=(3,333,55,344)
article-text: وزیراعظم نے کہا کہ حکومت ملک میں معاشی استحکام کیلئے تمام ممکنہ اقدامات کر رہی ہے اور عوام کو ریلیف فراہم کرنا اولین ترجیح ہے۔ انہوں نے کہا کہ صوبائی حکومتوں کے ساتھ مل کر ترقیاتی منصوبے مکمل کیے جائیں گے، اجلاس میں وفاقی وزرا اور اعلیٰ حکام نے شرکت کی جبکہ مختلف امور پر تفصیلی بریفنگ دی گئی۔ ذرائع کے مطابق ایران اور امریکہ کے درمیان مذاکرات کے حوالے سے پاکستان کا کردار اہمیت اختیار کر گیا ہے، وزیر خارجہ نے کہا کہ خطے میں امن کیلئے سفارتی کوششیں جاری رکھی جائیں گی۔ اقوام متحدہ کی رپورٹ کے مطابق ہزاروں افراد متاثر ہوئے ہیں اور امدادی سرگرمیاں جاری ہیں۔ مزید برآں عدالت نے کیس کی سماعت ملتوی کر دی اور فریقین کو آئندہ پیشی پر دلائل مکمل کرنے کی ہدایت کی۔ پنجاب حکومت نے عوامی سہولت کیلئے نئے اقدامات کا اعلان کیا ہے، ترجمان کے مطابق منصوبے کے تحت شہریوں کو بہتر سہولیات میسر آئیں گی۔ وزیراعظم نے کہا کہ حکومت ملک میں معاشی استحکام کیلئے تمام ممکنہ اقدامات کر رہی ہے اور عوام کو ریلیف فراہم کرنا اولین ترجیح ہے۔ انہوں نے کہا کہ صوبائی حکومتوں کے ساتھ مل کر ترقیاتی منصوبے مکمل کیے جائیں گے، اجلاس میں وفاقی وزرا اور اعلیٰ حکام نے شرکت کی جبکہ مختلف امور پر تفصیلی بریفنگ دی گئی۔ ذرائع کے مطابق ایران اور امریکہ کے درمیان مذاکرات کے حوالے سے پاکستان کا کردار اہمیت اختیار کر گیا ہے، وزیر خارجہ نے کہا کہ خطے میں امن کیلئے سفارتی کوششیں جاری رکھی جائیں گی۔ اقوام متحدہ کی رپورٹ کے مطابق ہزاروں افراد متاثر ہوئے ہیں اور امدادی سرگرمیاں جاری ہیں۔ مزید برآں عدالت نے کیس کی سماعت ملتوی کر دی اور فریقین کو آئندہ پیشی پر دلائل مکمل کرنے کی ہدایت کی۔ پنجاب حکومت نے عوامی سہولت کیلئے نئے اقدامات کا اعلان کیا ہے، ترجمان کے مطابق منصوبے کے تحت شہریوں کو بہتر سہولیات میسر آئیں گی۔ xyxy=(2,17,87,329)
continuation-header xyxy=(90,1320,175,1332)
continuation-header xyxy=(2,991,87,1003)
continuation-number: 6 xyxy=(423,647,437,658)
continuation-tag: بقیہ xyxy=(405,325,423,336)
continuation-title xyxy=(90,662,142,673)
continuation-header xyxy=(2,662,87,674)
continuation-title xyxy=(90,1321,142,1332)
continuation-header xyxy=(90,662,175,674)
continuation-header xyxy=(266,332,349,344)
continuation-tag: بقیہ xyxy=(142,333,160,344)
continuation-header xyxy=(352,1290,437,1302)
website-url: https://mib.punjab.gov.pk xyxy=(2,1005,68,1011)
article-text: وزیراعظم نے کہا کہ حکومت ملک میں معاشی استحکام کیلئے تمام ممکنہ اقدامات کر رہی ہے اور عوام کو ریلیف فراہم کرنا اولین ترجیح ہے۔ انہوں نے کہا کہ صوبائی حکومتوں کے ساتھ مل کر ترقیاتی منصوبے مکمل کیے جائیں گے، اجلاس میں وفاقی وزرا اور اعلیٰ حکام نے شرکت کی جبکہ مختلف امور پر تفصیلی بریفنگ دی گئی۔ ذرائع کے مطابق ایران اور امریکہ کے درمیان مذاکرات کے حوالے سے پاکستان کا کردار اہمیت اختیار کر گیا ہے، وزیر خارجہ نے کہا کہ خطے میں امن کیلئے سفارتی کوششیں جاری رکھی جائیں گی۔ اقوام متحدہ کی رپورٹ کے مطابق ہزاروں افراد متاثر ہوئے ہیں اور امدادی سرگرمیاں جاری ہیں۔ مزید برآں عدالت نے کیس کی سماعت ملتوی کر دی اور فریقین کو آئندہ پیشی پر دلائل مکمل کرنے کی ہدایت کی۔ پنجاب حکومت نے عوامی سہولت کیلئے نئے اقدامات کا اعلان کیا ہے، ترجمان کے مطابق منصوبے کے تحت شہریوں کو بہتر سہولیات میسر آئیں گی۔ وزیراعظم نے کہا کہ حکومت ملک میں معاشی استحکام کیلئے تمام ممکنہ اقدامات کر رہی ہے اور عوام کو ریلیف فراہم کرنا اولین ترجیح ہے۔ انہوں نے کہا کہ صوبائی حکومتوں کے ساتھ مل کر ترقیاتی منصوبے مکمل کیے جائیں گے، اجلاس میں وفاقی وزرا اور اعلیٰ حکام نے شرکت کی جبکہ مختلف امور پر تفصیلی بریفنگ دی گئی۔ ذرائع کے مطابق ایران اور امریکہ کے درمیان مذاکرات کے حوالے سے پاکستان کا کردار اہمیت اختیار کر گیا ہے، وزیر خارجہ نے کہا کہ خطے میں امن کیلئے سفارتی کوششیں جاری رکھی جائیں گی۔ اقوام متحدہ کی رپورٹ کے مطابق ہزاروں افراد متاثر ہوئے ہیں اور امدادی سرگرمیاں جاری ہیں۔ مزید برآں عدالت نے کیس کی سماعت ملتوی کر دی اور فریقین کو آئندہ پیشی پر دلائل مکمل کرنے کی ہدایت کی۔ پنجاب حکومت نے عوامی سہولت کیلئے نئے اقدامات کا اعلان کیا ہے، ترجمان کے مطابق منصوبے کے تحت شہریوں کو بہتر سہولیات میسر آئیں گی۔ xyxy=(2,1012,87,1324)
continuation-title: آئی ایم ایف xyxy=(452,1353,485,1359)
continuation-header xyxy=(440,1013,520,1026)
continuation-number: 19 xyxy=(73,662,87,673)
continuation-title: ایران xyxy=(388,971,403,978)
article-text: وزیراعظم نے کہا کہ حکومت ملک میں معاشی استحکام کیلئے تمام ممکنہ اقدامات کر رہی ہے اور عوام کو ریلیف فراہم کرنا اولین ترجیح ہے۔ انہوں نے کہا کہ صوبائی حکومتوں کے ساتھ مل کر ترقیاتی منصوبے مکمل کیے جائیں گے، اجلاس میں وفاقی وزرا اور اعلیٰ حکام نے شرکت کی جبکہ مختلف امور پر تفصیلی بریفنگ دی گئی۔ ذرائع کے مطابق ایران اور امریکہ کے درمیان مذاکرات کے حوالے سے پاکستان کا کردار اہمیت اختیار کر گیا ہے، وزیر خارجہ نے کہا کہ خطے میں امن کیلئے سفارتی کوششیں جاری رکھی جائیں گی۔ اقوام متحدہ کی رپورٹ کے مطابق ہزاروں افراد متاثر ہوئے ہیں اور امدادی سرگرمیاں جاری ہیں۔ مزید برآں عدالت نے کیس کی سماعت ملتوی کر دی اور فریقین کو آئندہ پیشی پر دلائل مکمل کرنے کی ہدایت کی۔ پنجاب حکومت نے عوامی سہولت کیلئے نئے اقدامات کا اعلان کیا ہے، ترجمان کے مطابق منصوبے کے تحت شہریوں کو بہتر سہولیات میسر آئیں گی۔ وزیراعظم نے کہا کہ حکومت ملک میں معاشی استحکام کیلئے تمام ممکنہ اقدامات کر رہی ہے اور عوام کو ریلیف فراہم کرنا اولین ترجیح ہے۔ انہوں نے کہا کہ صوبائی حکومتوں کے ساتھ مل کر ترقیاتی منصوبے مکمل کیے جائیں گے، اجلاس میں وفاقی وزرا اور اعلیٰ حکام نے شرکت کی جبکہ مختلف امور پر تفصیلی بریفنگ دی گئی۔ ذرائع کے مطابق ایران اور امریکہ کے درمیان مذاکرات کے حوالے سے پاکستان کا کردار اہمیت اختیار کر گیا ہے، وزیر خارجہ نے کہا کہ خطے میں امن کیلئے سفارتی کوششیں جاری رکھی جائیں گی۔ اقوام متحدہ کی رپورٹ کے مطابق ہزاروں افراد متاثر ہوئے ہیں اور امدادی سرگرمیاں جاری ہیں۔ مزید برآں عدالت نے کیس کی سماعت ملتوی کر دی اور فریقین کو آئندہ پیشی پر دلائل مکمل کرنے کی ہدایت کی۔ پنجاب حکومت نے عوامی سہولت کیلئے نئے اقدامات کا اعلان کیا ہے، ترجمان کے مطابق منصوبے کے تحت شہریوں کو بہتر سہولیات میسر آئیں گی۔ xyxy=(352,983,437,1287)
continuation-title: اسرائیلی عہدیدار xyxy=(355,327,403,334)
continuation-header xyxy=(440,1350,520,1362)
continuation-tag: بقیہ xyxy=(142,992,160,1003)
continuation-title: ہنگامی بات xyxy=(453,342,485,349)
news-column-6 xyxy=(2,16,87,1654)
column-divider xyxy=(88,16,89,961)
continuation-tag: بقیہ xyxy=(55,992,73,1003)
continuation-number: 11 xyxy=(423,2256,437,2267)
news-column-5 xyxy=(90,16,175,1647)
continuation-title: خامنہ ای xyxy=(378,649,403,656)
continuation-title: اقوام متحدہ xyxy=(369,1293,403,1300)
continuation-number: 14 xyxy=(160,333,174,344)
continuation-title: برطانوی اخبار xyxy=(364,1615,403,1621)
continuation-tag: بقیہ xyxy=(405,647,423,658)
continuation-header xyxy=(352,324,437,337)
article-text: وزیراعظم نے کہا کہ حکومت ملک میں معاشی استحکام کیلئے تمام ممکنہ اقدامات کر رہی ہے اور عوام کو ریلیف فراہم کرنا اولین ترجیح ہے۔ انہوں نے کہا کہ صوبائی حکومتوں کے ساتھ مل کر ترقیاتی منصوبے مکمل کیے جائیں گے، اجلاس میں وفاقی وزرا اور اعلیٰ حکام نے شرکت کی جبکہ مختلف امور پر تفصیلی بریفنگ دی گئی۔ ذرائع کے مطابق ایران اور امریکہ کے درمیان مذاکرات کے حوالے سے پاکستان کا کردار اہمیت اختیار کر گیا ہے، وزیر خارجہ نے کہا کہ خطے میں امن کیلئے سفارتی کوششیں جاری رکھی جائیں گی۔ اقوام متحدہ کی رپورٹ کے مطابق ہزاروں افراد متاثر ہوئے ہیں اور امدادی سرگرمیاں جاری ہیں۔ مزید برآں عدالت نے کیس کی سماعت ملتوی کر دی اور فریقین کو آئندہ پیشی پر دلائل مکمل کرنے کی ہدایت کی۔ پنجاب حکومت نے عوامی سہولت کیلئے نئے اقدامات کا اعلان کیا ہے، ترجمان کے مطابق منصوبے کے تحت شہریوں کو بہتر سہولیات میسر آئیں گی۔ وزیراعظم نے کہا کہ حکومت ملک میں معاشی استحکام کیلئے تمام ممکنہ اقدامات کر رہی ہے اور عوام کو ریلیف فراہم کرنا اولین ترجیح ہے۔ انہوں نے کہا کہ صوبائی حکومتوں کے ساتھ مل کر ترقیاتی منصوبے مکمل کیے جائیں گے، اجلاس میں وفاقی وزرا اور اعلیٰ حکام نے شرکت کی جبکہ مختلف امور پر تفصیلی بریفنگ دی گئی۔ ذرائع کے مطابق ایران اور امریکہ کے درمیان مذاکرات کے حوالے سے پاکستان کا کردار اہمیت اختیار کر گیا ہے، وزیر خارجہ نے کہا کہ خطے میں امن کیلئے سفارتی کوششیں جاری رکھی جائیں گی۔ اقوام متحدہ کی رپورٹ کے مطابق ہزاروں افراد متاثر ہوئے ہیں اور امدادی سرگرمیاں جاری ہیں۔ مزید برآں عدالت نے کیس کی سماعت ملتوی کر دی اور فریقین کو آئندہ پیشی پر دلائل مکمل کرنے کی ہدایت کی۔ پنجاب حکومت نے عوامی سہولت کیلئے نئے اقدامات کا اعلان کیا ہے، ترجمان کے مطابق منصوبے کے تحت شہریوں کو بہتر سہولیات میسر آئیں گی۔ xyxy=(352,2270,437,2575)
article-text: وزیراعظم نے کہا کہ حکومت ملک میں معاشی استحکام کیلئے تمام ممکنہ اقدامات کر رہی ہے اور عوام کو ریلیف فراہم کرنا اولین ترجیح ہے۔ انہوں نے کہا کہ صوبائی حکومتوں کے ساتھ مل کر ترقیاتی منصوبے مکمل کیے جائیں گے، اجلاس میں وفاقی وزرا اور اعلیٰ حکام نے شرکت کی جبکہ مختلف امور پر تفصیلی بریفنگ دی گئی۔ ذرائع کے مطابق ایران اور امریکہ کے درمیان مذاکرات کے حوالے سے پاکستان کا کردار اہمیت اختیار کر گیا ہے، وزیر خارجہ نے کہا کہ خطے میں امن کیلئے سفارتی کوششیں جاری رکھی جائیں گی۔ اقوام متحدہ کی رپورٹ کے مطابق ہزاروں افراد متاثر ہوئے ہیں اور امدادی سرگرمیاں جاری ہیں۔ مزید برآں عدالت نے کیس کی سماعت ملتوی کر دی اور فریقین کو آئندہ پیشی پر دلائل مکمل کرنے کی ہدایت کی۔ پنجاب حکومت نے عوامی سہولت کیلئے نئے اقدامات کا اعلان کیا ہے، ترجمان کے مطابق منصوبے کے تحت شہریوں کو بہتر سہولیات میسر آئیں گی۔ وزیراعظم نے کہا کہ حکومت ملک میں معاشی استحکام کیلئے تمام ممکنہ اقدامات کر رہی ہے اور عوام کو ریلیف فراہم کرنا اولین ترجیح ہے۔ انہوں نے کہا کہ صوبائی حکومتوں کے ساتھ مل کر ترقیاتی منصوبے مکمل کیے جائیں گے، اجلاس میں وفاقی وزرا اور اعلیٰ حکام نے شرکت کی جبکہ مختلف امور پر تفصیلی بریفنگ دی گئی۔ ذرائع کے مطابق ایران اور امریکہ کے درمیان مذاکرات کے حوالے سے پاکستان کا کردار اہمیت اختیار کر گیا ہے، وزیر خارجہ نے کہا کہ خطے میں امن کیلئے سفارتی کوششیں جاری رکھی جائیں گی۔ اقوام متحدہ کی رپورٹ کے مطابق ہزاروں افراد متاثر ہوئے ہیں اور امدادی سرگرمیاں جاری ہیں۔ مزید برآں عدالت نے کیس کی سماعت ملتوی کر دی اور فریقین کو آئندہ پیشی پر دلائل مکمل کرنے کی ہدایت کی۔ پنجاب حکومت نے عوامی سہولت کیلئے نئے اقدامات کا اعلان کیا ہے، ترجمان کے مطابق منصوبے کے تحت شہریوں کو بہتر سہولیات میسر آئیں گی۔ xyxy=(352,339,437,643)
news-column-3 xyxy=(266,16,349,961)
continuation-tag: بقیہ xyxy=(231,318,249,329)
continuation-header xyxy=(352,968,437,981)
continuation-tag: بقیہ xyxy=(142,662,160,673)
continuation-tag: بقیہ xyxy=(55,662,73,673)
continuation-header xyxy=(90,991,175,1003)
continuation-title: پنجاب حکومت xyxy=(364,2259,403,2265)
article-text: وزیراعظم نے کہا کہ حکومت ملک میں معاشی استحکام کیلئے تمام ممکنہ اقدامات کر رہی ہے اور عوام کو ریلیف فراہم کرنا اولین ترجیح ہے۔ انہوں نے کہا کہ صوبائی حکومتوں کے ساتھ مل کر ترقیاتی منصوبے مکمل کیے جائیں گے، اجلاس میں وفاقی وزرا اور اعلیٰ حکام نے شرکت کی جبکہ مختلف امور پر تفصیلی بریفنگ دی گئی۔ ذرائع کے مطابق ایران اور امریکہ کے درمیان مذاکرات کے حوالے سے پاکستان کا کردار اہمیت اختیار کر گیا ہے، وزیر خارجہ نے کہا کہ خطے میں امن کیلئے سفارتی کوششیں جاری رکھی جائیں گی۔ اقوام متحدہ کی رپورٹ کے مطابق ہزاروں افراد متاثر ہوئے ہیں اور امدادی سرگرمیاں جاری ہیں۔ مزید برآں عدالت نے کیس کی سماعت ملتوی کر دی اور فریقین کو آئندہ پیشی پر دلائل مکمل کرنے کی ہدایت کی۔ پنجاب حکومت نے عوامی سہولت کیلئے نئے اقدامات کا اعلان کیا ہے، ترجمان کے مطابق منصوبے کے تحت شہریوں کو بہتر سہولیات میسر آئیں گی۔ وزیراعظم نے کہا کہ حکومت ملک میں معاشی استحکام کیلئے تمام ممکنہ اقدامات کر رہی ہے اور عوام کو ریلیف فراہم کرنا اولین ترجیح ہے۔ انہوں نے کہا کہ صوبائی حکومتوں کے ساتھ مل کر ترقیاتی منصوبے مکمل کیے جائیں گے، اجلاس میں وفاقی وزرا اور اعلیٰ حکام نے شرکت کی جبکہ مختلف امور پر تفصیلی بریفنگ دی گئی۔ ذرائع کے مطابق ایران اور امریکہ کے درمیان مذاکرات کے حوالے سے پاکستان کا کردار اہمیت اختیار کر گیا ہے، وزیر خارجہ نے کہا کہ خطے میں امن کیلئے سفارتی کوششیں جاری رکھی جائیں گی۔ اقوام متحدہ کی رپورٹ کے مطابق ہزاروں افراد متاثر ہوئے ہیں اور امدادی سرگرمیاں جاری ہیں۔ مزید برآں عدالت نے کیس کی سماعت ملتوی کر دی اور فریقین کو آئندہ پیشی پر دلائل مکمل کرنے کی ہدایت کی۔ پنجاب حکومت نے عوامی سہولت کیلئے نئے اقدامات کا اعلان کیا ہے، ترجمان کے مطابق منصوبے کے تحت شہریوں کو بہتر سہولیات میسر آئیں گی۔ xyxy=(440,17,520,336)
article-text: وزیراعظم نے کہا کہ حکومت ملک میں معاشی استحکام کیلئے تمام ممکنہ اقدامات کر رہی ہے اور عوام کو ریلیف فراہم کرنا اولین ترجیح ہے۔ انہوں نے کہا کہ صوبائی حکومتوں کے ساتھ مل کر ترقیاتی منصوبے مکمل کیے جائیں گے، اجلاس میں وفاقی وزرا اور اعلیٰ حکام نے شرکت کی جبکہ مختلف امور پر تفصیلی بریفنگ دی گئی۔ ذرائع کے مطابق ایران اور امریکہ کے درمیان مذاکرات کے حوالے سے پاکستان کا کردار اہمیت اختیار کر گیا ہے، وزیر خارجہ نے کہا کہ خطے میں امن کیلئے سفارتی کوششیں جاری رکھی جائیں گی۔ اقوام متحدہ کی رپورٹ کے مطابق ہزاروں افراد متاثر ہوئے ہیں اور امدادی سرگرمیاں جاری ہیں۔ مزید برآں عدالت نے کیس کی سماعت ملتوی کر دی اور فریقین کو آئندہ پیشی پر دلائل مکمل کرنے کی ہدایت کی۔ پنجاب حکومت نے عوامی سہولت کیلئے نئے اقدامات کا اعلان کیا ہے، ترجمان کے مطابق منصوبے کے تحت شہریوں کو بہتر سہولیات میسر آئیں گی۔ وزیراعظم نے کہا کہ حکومت ملک میں معاشی استحکام کیلئے تمام ممکنہ اقدامات کر رہی ہے اور عوام کو ریلیف فراہم کرنا اولین ترجیح ہے۔ انہوں نے کہا کہ صوبائی حکومتوں کے ساتھ مل کر ترقیاتی منصوبے مکمل کیے جائیں گے، اجلاس میں وفاقی وزرا اور اعلیٰ حکام نے شرکت کی جبکہ مختلف امور پر تفصیلی بریفنگ دی گئی۔ ذرائع کے مطابق ایران اور امریکہ کے درمیان مذاکرات کے حوالے سے پاکستان کا کردار اہمیت اختیار کر گیا ہے، وزیر خارجہ نے کہا کہ خطے میں امن کیلئے سفارتی کوششیں جاری رکھی جائیں گی۔ اقوام متحدہ کی رپورٹ کے مطابق ہزاروں افراد متاثر ہوئے ہیں اور امدادی سرگرمیاں جاری ہیں۔ مزید برآں عدالت نے کیس کی سماعت ملتوی کر دی اور فریقین کو آئندہ پیشی پر دلائل مکمل کرنے کی ہدایت کی۔ پنجاب حکومت نے عوامی سہولت کیلئے نئے اقدامات کا اعلان کیا ہے، ترجمان کے مطابق منصوبے کے تحت شہریوں کو بہتر سہولیات میسر آئیں گی۔ xyxy=(266,346,349,658)
continuation-title: شہباز شریف xyxy=(449,679,485,686)
continuation-tag: بقیہ xyxy=(142,1321,160,1332)
continuation-tag: بقیہ xyxy=(487,677,505,688)
